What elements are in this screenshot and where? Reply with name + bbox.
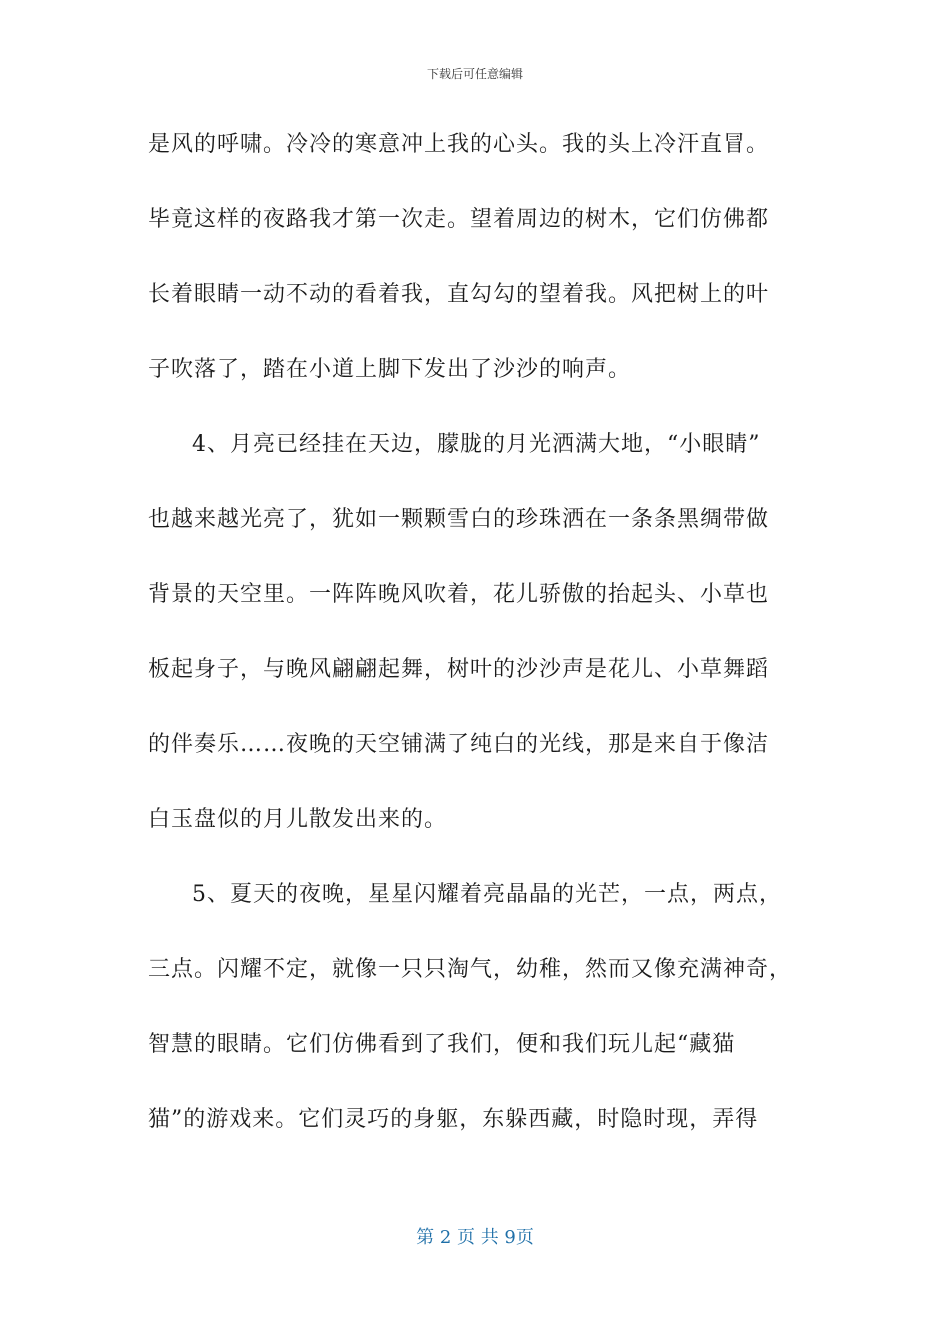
paragraph-4-first-line: 4、月亮已经挂在天边，朦胧的月光洒满大地，“小眼睛” [192, 432, 761, 457]
text-line-8: 板起身子，与晚风翩翩起舞，树叶的沙沙声是花儿、小草舞蹈 [148, 657, 770, 682]
text-line-9: 的伴奏乐……夜晚的天空铺满了纯白的光线，那是来自于像洁 [148, 732, 770, 757]
text-line-12: 三点。闪耀不定，就像一只只淘气，幼稚，然而又像充满神奇， [148, 957, 793, 982]
paragraph-5-first-line: 5、夏天的夜晚，星星闪耀着亮晶晶的光芒，一点，两点， [192, 882, 782, 907]
page-header: 下载后可任意编辑 [426, 67, 523, 81]
text-line-14: 猫”的游戏来。它们灵巧的身躯，东躲西藏，时隐时现，弄得 [148, 1107, 759, 1132]
text-line-3: 长着眼睛一动不动的看着我，直勾勾的望着我。风把树上的叶 [148, 282, 770, 307]
text-line-10: 白玉盘似的月儿散发出来的。 [148, 807, 448, 832]
page-number: 第 2 页 共 9页 [416, 1227, 534, 1248]
text-line-4: 子吹落了，踏在小道上脚下发出了沙沙的响声。 [148, 357, 632, 382]
text-line-7: 背景的天空里。一阵阵晚风吹着，花儿骄傲的抬起头、小草也 [148, 582, 770, 607]
text-line-2: 毕竟这样的夜路我才第一次走。望着周边的树木，它们仿佛都 [148, 207, 770, 232]
page-footer [0, 1226, 950, 1250]
text-line-6: 也越来越光亮了，犹如一颗颗雪白的珍珠洒在一条条黑绸带做 [148, 507, 770, 532]
text-line-13: 智慧的眼睛。它们仿佛看到了我们，便和我们玩儿起“藏猫 [148, 1032, 736, 1057]
text-line-1: 是风的呼啸。冷冷的寒意冲上我的心头。我的头上冷汗直冒。 [148, 132, 770, 157]
